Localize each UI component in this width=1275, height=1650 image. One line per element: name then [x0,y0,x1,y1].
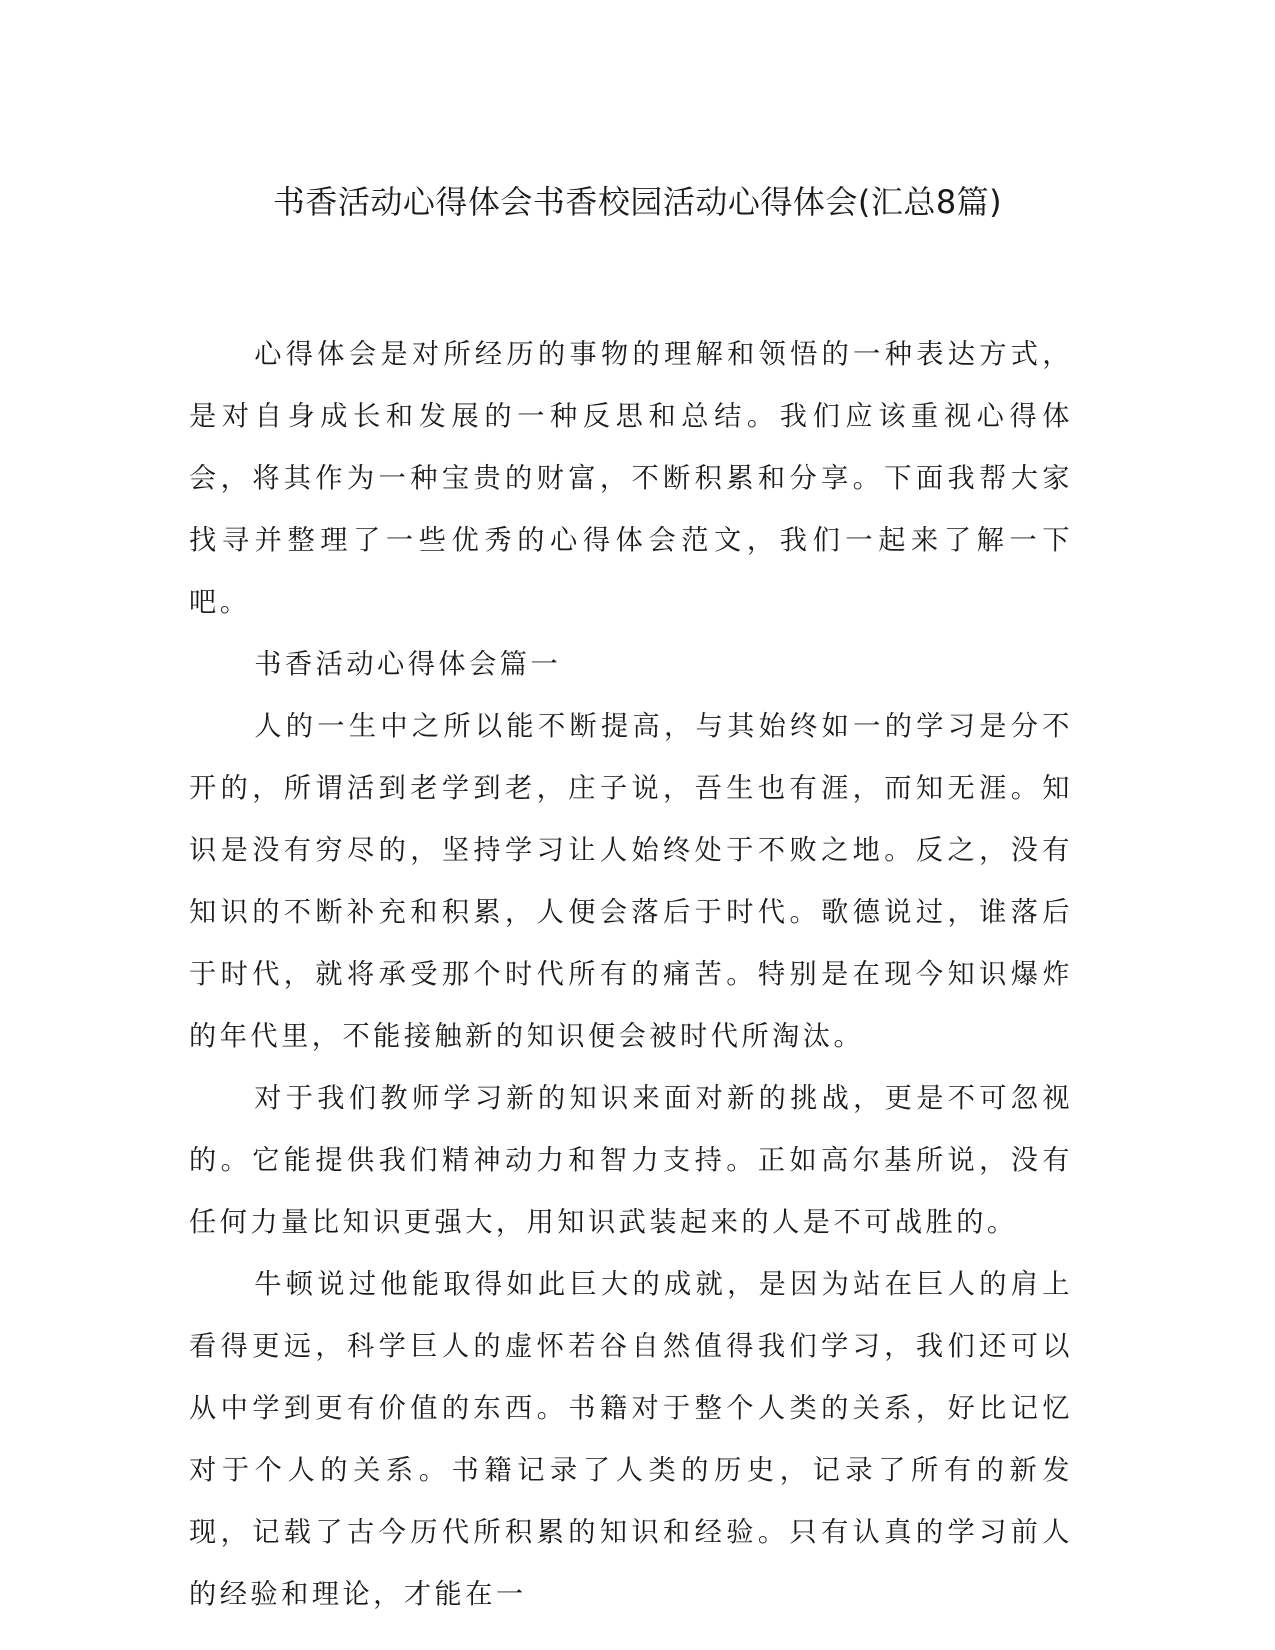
body-paragraph: 人的一生中之所以能不断提高，与其始终如一的学习是分不开的，所谓活到老学到老，庄子说，吾生也有涯，而知无涯。知识是没有穷尽的，坚持学习让人始终处于不败之地。反之，没有知识的不断补充和积累，人便会落后于时代。歌德说过，谁落后于时代，就将承受那个时代所有的痛苦。特别是在现今知识爆炸的年代里，不能接触新的知识便会被时代所淘汰。 [189,711,1073,1052]
intro-paragraph: 心得体会是对所经历的事物的理解和领悟的一种表达方式，是对自身成长和发展的一种反思和总结。我们应该重视心得体会，将其作为一种宝贵的财富，不断积累和分享。下面我帮大家找寻并整理了一些优秀的心得体会范文，我们一起来了解一下吧。 [189,339,1073,618]
document-body [189,324,1073,1626]
body-paragraph: 牛顿说过他能取得如此巨大的成就，是因为站在巨人的肩上看得更远，科学巨人的虚怀若谷自然值得我们学习，我们还可以从中学到更有价值的东西。书籍对于整个人类的关系，好比记忆对于个人的关系。书籍记录了人类的历史，记录了所有的新发现，记载了古今历代所积累的知识和经验。只有认真的学习前人的经验和理论，才能在一 [189,1269,1073,1610]
body-paragraph: 对于我们教师学习新的知识来面对新的挑战，更是不可忽视的。它能提供我们精神动力和智力支持。正如高尔基所说，没有任何力量比知识更强大，用知识武装起来的人是不可战胜的。 [189,1083,1073,1238]
section-heading: 书香活动心得体会篇一 [254,649,562,680]
document-title: 书香活动心得体会书香校园活动心得体会(汇总8篇) [272,183,1003,221]
